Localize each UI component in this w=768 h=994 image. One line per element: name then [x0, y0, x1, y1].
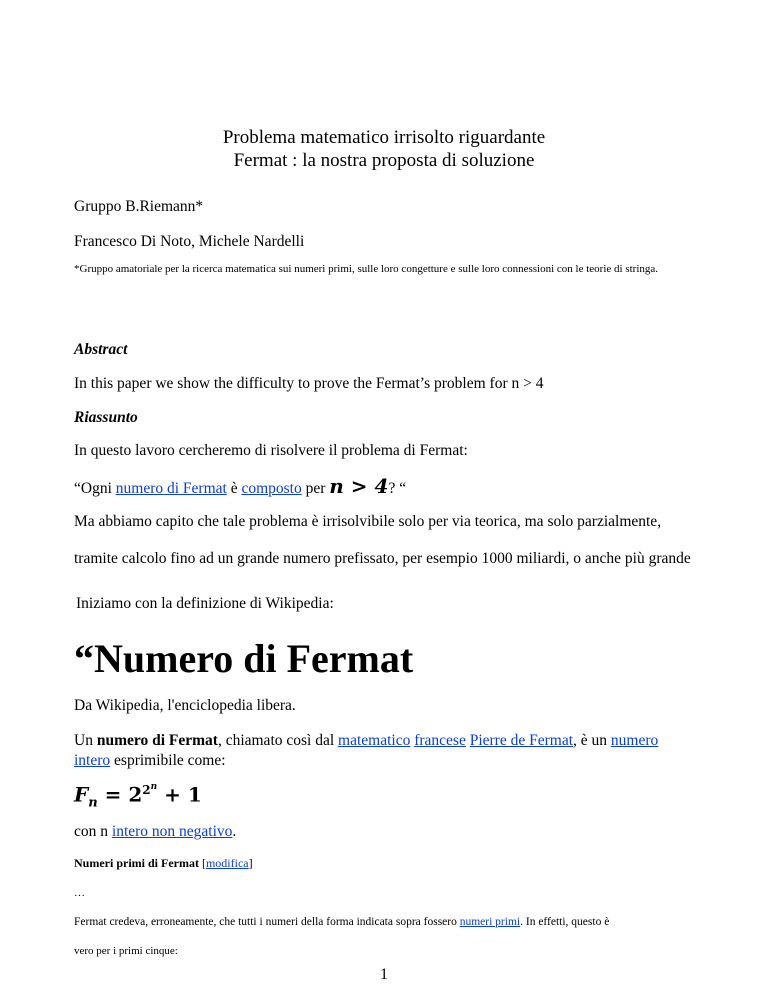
abstract-text: In this paper we show the difficulty to prove the Fermat’s problem for n > 4 [74, 375, 544, 392]
intro-mid: , chiamato così dal [217, 732, 339, 749]
riassunto-paragraph-1: In questo lavoro cercheremo di risolvere il problema di Fermat: [74, 442, 468, 459]
title-line-1: Problema matematico irrisolto riguardante [222, 127, 546, 148]
section-heading-line [74, 856, 694, 871]
text-per: per [301, 480, 330, 497]
link-francese[interactable]: francese [414, 732, 466, 749]
riassunto-paragraph-5: Iniziamo con la definizione di Wikipedia: [76, 595, 334, 612]
riassunto-paragraph-3: Ma abbiamo capito che tale problema è irrisolvibile solo per via teorica, ma solo parzialmente, [74, 513, 662, 530]
quote-close: ? “ [388, 480, 407, 497]
fermat-question [74, 476, 694, 499]
link-pierre-de-fermat[interactable]: Pierre de Fermat [469, 732, 574, 749]
link-numero-di-fermat[interactable]: numero di Fermat [115, 480, 227, 497]
con-pre: con n [74, 823, 112, 840]
formula-equals-two: = 2 [97, 782, 143, 807]
edit-open: [ [198, 856, 206, 870]
fermat-formula [74, 782, 694, 811]
formula-subscript-n: n [88, 795, 98, 811]
final-pre: Fermat credeva, erroneamente, che tutti i numeri della forma indicata sopra fossero [74, 916, 460, 928]
link-numero[interactable]: numero [610, 732, 659, 749]
final-paragraph-line-1 [74, 915, 724, 930]
formula-f: F [74, 782, 89, 807]
section-title: Numeri primi di Fermat [74, 856, 199, 870]
page-number: 1 [380, 966, 388, 983]
footnote: *Gruppo amatoriale per la ricerca matematica sui numeri primi, sulle loro congetture e sulle loro connessioni con le teorie di stringa. [74, 263, 659, 275]
con-n-line [74, 822, 694, 842]
edit-close: ] [248, 856, 253, 870]
riassunto-paragraph-4: tramite calcolo fino ad un grande numero prefissato, per esempio 1000 miliardi, o anche più grande [74, 550, 691, 567]
intro-mid-2: , è un [573, 732, 611, 749]
wiki-subtitle: Da Wikipedia, l'enciclopedia libera. [74, 697, 296, 714]
link-intero-non-negativo[interactable]: intero non negativo [111, 823, 233, 840]
group-name: Gruppo B.Riemann* [74, 198, 204, 215]
intro-bold-term: numero di Fermat [96, 732, 218, 749]
riassunto-heading: Riassunto [74, 409, 138, 426]
con-end: . [232, 823, 237, 840]
link-intero[interactable]: intero [74, 752, 111, 769]
link-matematico[interactable]: matematico [338, 732, 411, 749]
ellipsis: … [74, 887, 85, 899]
link-modifica[interactable]: modifica [205, 856, 249, 870]
text-is: è [226, 480, 242, 497]
wiki-intro [74, 731, 714, 771]
formula-exp-n: n [150, 782, 158, 792]
final-post: . In effetti, questo è [520, 916, 610, 928]
formula-exp-base: 2 [142, 783, 151, 797]
math-n-greater-4: n > 4 [329, 474, 389, 498]
formula-plus-one: + 1 [157, 782, 202, 807]
intro-end: esprimibile come: [110, 752, 226, 769]
final-paragraph-line-2: vero per i primi cinque: [74, 945, 178, 957]
title-line-2: Fermat : la nostra proposta di soluzione [233, 150, 535, 171]
abstract-heading: Abstract [74, 341, 128, 358]
link-composto[interactable]: composto [241, 480, 302, 497]
authors: Francesco Di Noto, Michele Nardelli [74, 233, 305, 250]
wiki-heading: “Numero di Fermat [74, 636, 414, 681]
quote-open: “Ogni [74, 480, 116, 497]
paper-title [0, 126, 768, 172]
intro-pre: Un [74, 732, 97, 749]
link-numeri-primi[interactable]: numeri primi [459, 916, 521, 928]
